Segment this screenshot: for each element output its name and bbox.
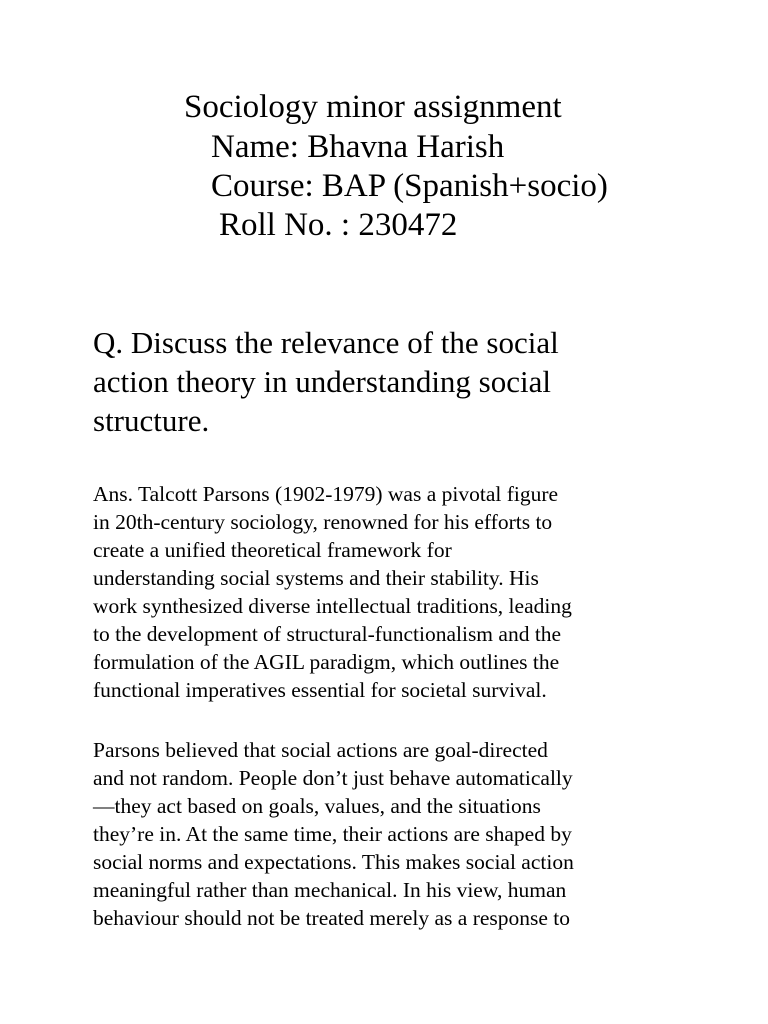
question-line: Q. Discuss the relevance of the social: [93, 325, 559, 360]
answer-line: to the development of structural-functionalism and the: [93, 622, 562, 646]
answer-line: Ans. Talcott Parsons (1902-1979) was a pivotal figure: [93, 482, 559, 506]
question-line: action theory in understanding social: [93, 364, 551, 399]
answer-line: they’re in. At the same time, their actions are shaped by: [93, 822, 572, 846]
roll-number: Roll No. : 230472: [219, 207, 458, 243]
answer-line: social norms and expectations. This makes social action: [93, 850, 574, 874]
student-name: Name: Bhavna Harish: [211, 129, 505, 165]
answer-line: formulation of the AGIL paradigm, which outlines the: [93, 650, 560, 674]
answer-line: Parsons believed that social actions are goal-directed: [93, 738, 548, 762]
question-line: structure.: [93, 403, 210, 438]
answer-line: understanding social systems and their stability. His: [93, 566, 539, 590]
answer-line: in 20th-century sociology, renowned for his efforts to: [93, 510, 553, 534]
answer-line: —they act based on goals, values, and the situations: [93, 794, 541, 818]
course-info: Course: BAP (Spanish+socio): [211, 168, 608, 204]
document-title: Sociology minor assignment: [184, 89, 562, 125]
answer-line: work synthesized diverse intellectual traditions, leading: [93, 594, 572, 618]
answer-line: meaningful rather than mechanical. In his view, human: [93, 878, 567, 902]
answer-line: create a unified theoretical framework for: [93, 538, 452, 562]
answer-line: functional imperatives essential for societal survival.: [93, 678, 547, 702]
answer-line: and not random. People don’t just behave automatically: [93, 766, 573, 790]
answer-line: behaviour should not be treated merely as a response to: [93, 906, 571, 930]
